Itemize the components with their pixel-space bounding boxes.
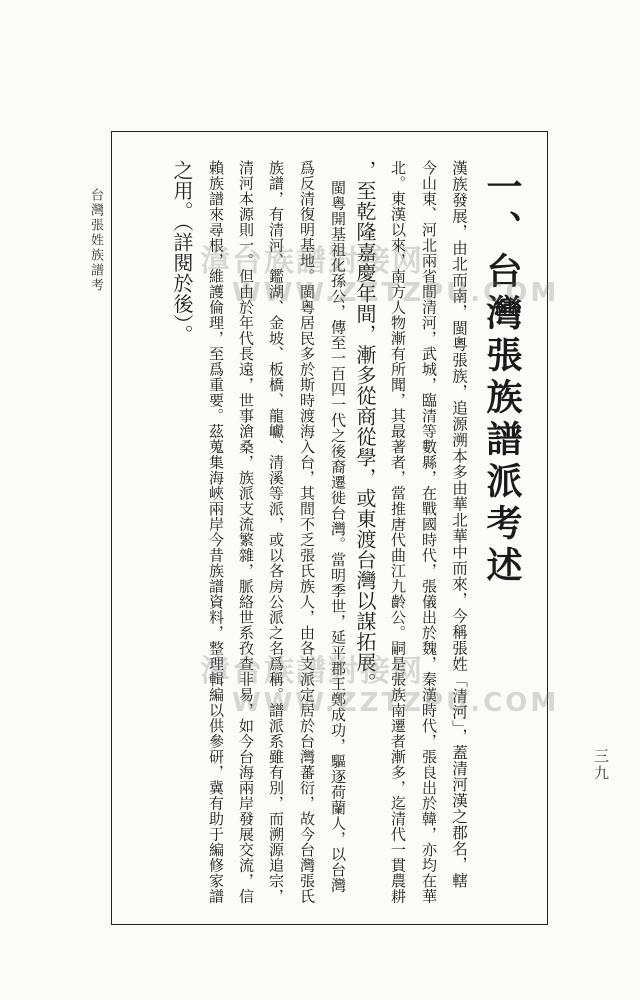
text-column: 清河本源則一。但由於年代長遠，世事滄桑，族派支流繁雜，脈絡世系孜查非易，如今台海兩岸發展交流，信 xyxy=(237,160,255,904)
watermark-url: WWW.ZZTZPU.COM xyxy=(232,688,560,718)
text-column: 賴族譜來尋根，維護倫理，至爲重要。茲蒐集海峽兩岸今昔族譜資料，整理輯編以供參研，冀有助于編修家譜 xyxy=(207,160,225,904)
page-number: 三九 xyxy=(592,748,610,782)
text-column: 爲反清復明基地。閩粵居民多於斯時渡海入台，其間不乏張氏族人，由各支派定居於台灣蕃衍，故今台灣張氏 xyxy=(298,160,316,904)
text-column: 之用。（詳閱於後）。 xyxy=(170,160,194,345)
text-column: 北。東漢以來，南方人物漸有所聞，其最著者，當推唐代曲江九齡公。嗣是張族南遷者漸多，迄清代一貫農耕 xyxy=(389,160,407,904)
watermark-text: 漳台族譜對接网 xyxy=(200,654,424,689)
article-title: 一、台灣張族譜派考述 xyxy=(481,168,523,588)
watermark-text: 漳台族譜對接网 xyxy=(200,244,424,279)
text-column: ，至乾隆嘉慶年間，漸多從商從學，或東渡台灣以謀拓展。 xyxy=(353,160,377,693)
text-column: 閩粵開基祖化孫公，傳至一百四一代之後裔遷徙台灣。當明季世，延平郡王鄭成功，驅逐荷蘭人，以台灣 xyxy=(329,180,347,893)
text-column: 族譜，有清河、鑑湖、金坡、板橋、龍巘、清溪等派，或以各房公派之名爲稱。譜派系雖有別，而溯源追宗， xyxy=(267,160,285,904)
text-column: 漢族發展，由北而南，閩粵張族，追源溯本多由華北華中而來，今稱張姓「清河」，蓋清河漢之郡名，轄 xyxy=(450,160,468,889)
running-head: 台灣張姓族譜考 xyxy=(88,188,103,293)
text-column: 今山東、河北兩省間清河，武城，臨清等數縣，在戰國時代，張儀出於魏，秦漢時代，張良出於韓，亦均在華 xyxy=(420,160,438,904)
watermark-url: WWW.ZZTZPU.COM xyxy=(232,278,560,308)
